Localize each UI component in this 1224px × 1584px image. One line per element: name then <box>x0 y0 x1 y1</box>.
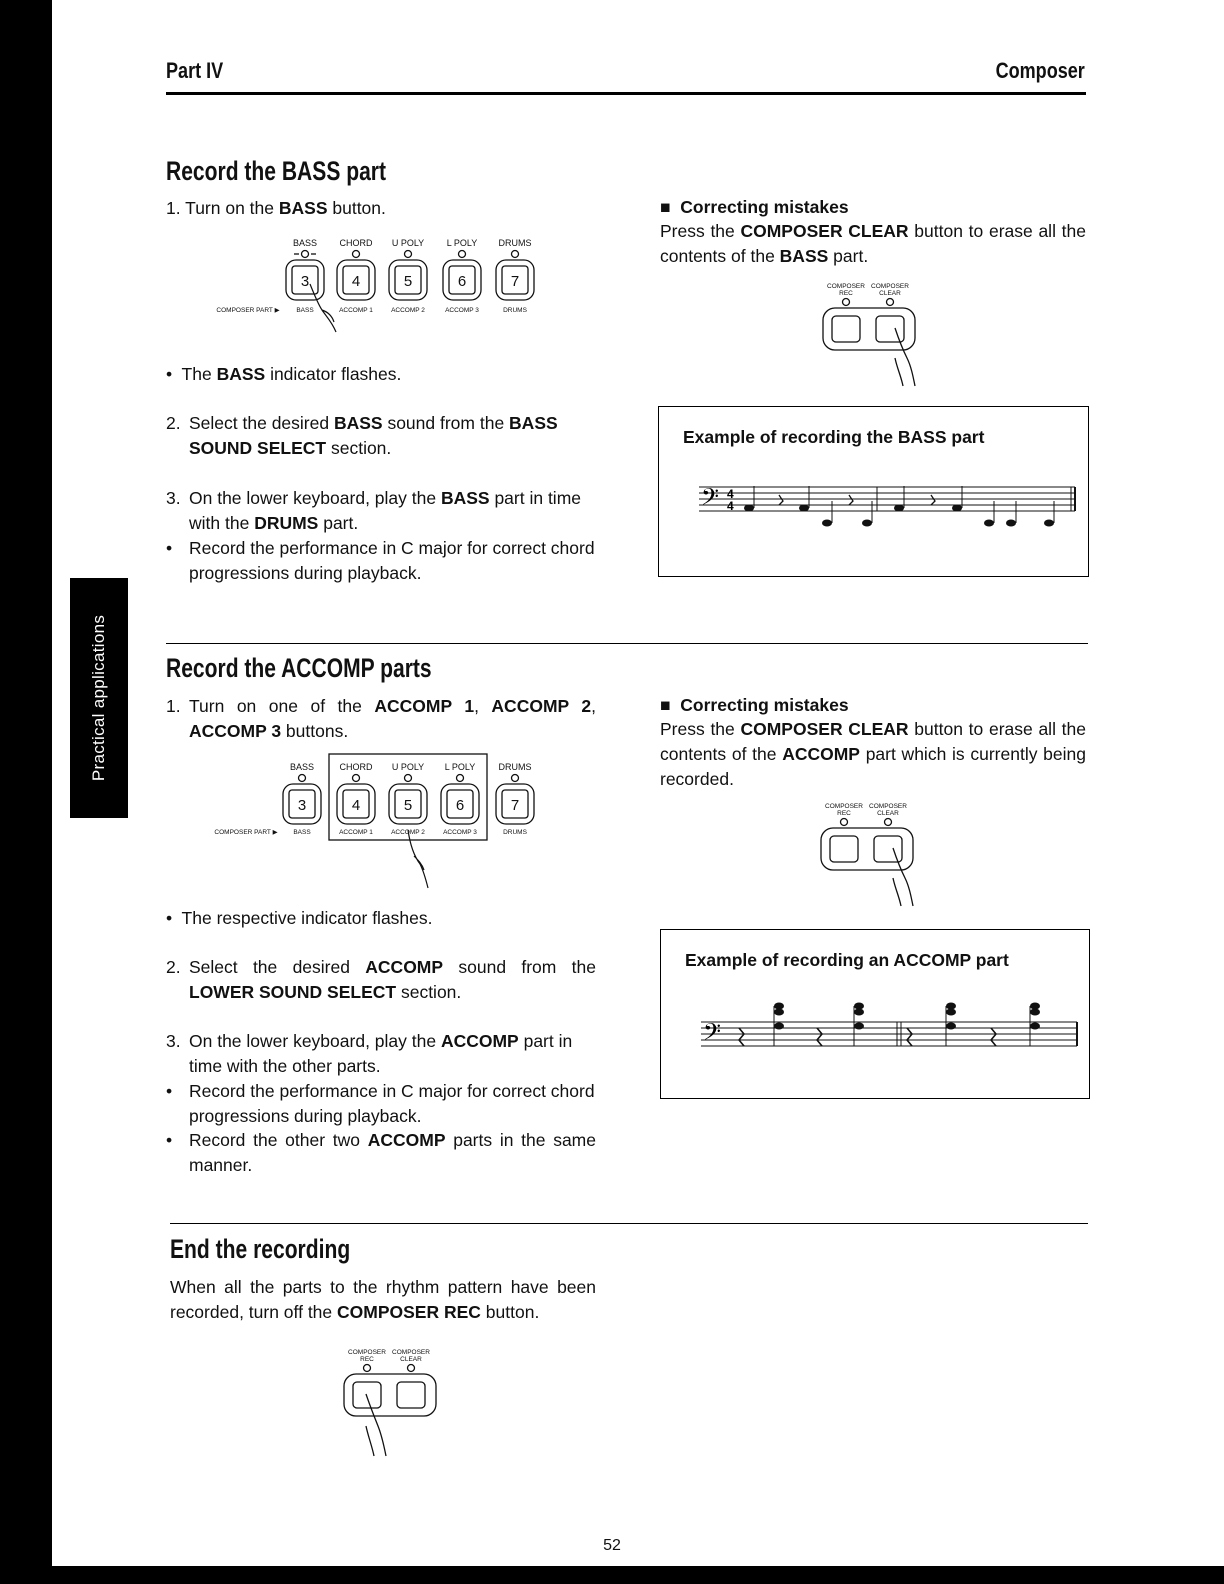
svg-text:ACCOMP 2: ACCOMP 2 <box>391 829 425 836</box>
page-number: 52 <box>603 1537 621 1554</box>
svg-text:REC: REC <box>837 810 851 817</box>
bass-step-2: 2. Select the desired BASS sound from the BASS SOUND SELECT section. <box>166 413 558 458</box>
accomp-bullet-flash: • The respective indicator flashes. <box>166 908 433 928</box>
section-divider-2 <box>170 1223 1088 1224</box>
page-frame-left <box>0 0 52 1584</box>
side-tab <box>70 578 128 818</box>
part-buttons-diagram-accomp <box>210 752 550 892</box>
svg-text:CHORD: CHORD <box>339 762 373 772</box>
svg-text:4[interactable]: 4 <box>351 797 361 814</box>
bass-step-1: 1. Turn on the BASS button. <box>166 198 386 218</box>
section-title-accomp: Record the ACCOMP parts <box>166 653 432 683</box>
accomp-bullet-other: • Record the other two ACCOMP parts in the same manner. <box>166 1130 596 1175</box>
svg-text:REC: REC <box>360 1356 374 1363</box>
composer-rec-button[interactable] <box>830 836 858 862</box>
panel-label-bass: BASS <box>292 238 318 248</box>
svg-text:U POLY: U POLY <box>391 762 425 772</box>
end-text: When all the parts to the rhythm pattern have been recorded, turn off the COMPOSER REC button. <box>170 1277 596 1322</box>
bass-clef-icon: 𝄢 <box>701 484 720 515</box>
svg-text:COMPOSER: COMPOSER <box>871 283 909 290</box>
svg-text:COMPOSER: COMPOSER <box>869 803 907 810</box>
hand-icon <box>408 830 428 888</box>
panel-label-lpoly: L POLY <box>446 238 478 248</box>
svg-text:ACCOMP 1: ACCOMP 1 <box>339 829 373 836</box>
composer-buttons-diagram-3 <box>330 1346 440 1461</box>
bass-bullet-record: • Record the performance in C major for correct chord progressions during playback. <box>166 538 595 583</box>
example-box-bass <box>658 406 1089 577</box>
svg-text:COMPOSER PART ▶: COMPOSER PART ▶ <box>214 829 278 836</box>
svg-text:ACCOMP 3: ACCOMP 3 <box>445 307 479 314</box>
bass-staff <box>699 481 1079 541</box>
svg-text:4: 4 <box>727 499 734 513</box>
composer-clear-button[interactable] <box>397 1382 425 1408</box>
bass-bullet-flash: • The BASS indicator flashes. <box>166 364 402 384</box>
accomp-step-1: 1. Turn on one of the ACCOMP 1, ACCOMP 2, ACCOMP 3 buttons. <box>166 696 596 741</box>
svg-text:CLEAR: CLEAR <box>879 290 901 297</box>
section-divider-1 <box>166 643 1088 644</box>
svg-text:REC: REC <box>839 290 853 297</box>
svg-text:L POLY: L POLY <box>444 762 476 772</box>
panel-label-upoly: U POLY <box>391 238 425 248</box>
accomp-step-2: 2. Select the desired ACCOMP sound from the LOWER SOUND SELECT section. <box>166 957 596 1002</box>
bass-step-3: 3. On the lower keyboard, play the BASS part in time with the DRUMS part. <box>166 488 582 533</box>
panel-label-chord: CHORD <box>339 238 373 248</box>
header-chapter: Composer <box>995 58 1085 83</box>
composer-buttons-diagram-1 <box>815 280 925 390</box>
composer-part-label: COMPOSER PART ▶ <box>216 307 280 314</box>
svg-text:CLEAR: CLEAR <box>877 810 899 817</box>
section-title-end: End the recording <box>170 1234 351 1264</box>
svg-text:ACCOMP 2: ACCOMP 2 <box>391 307 425 314</box>
bass-clef-icon: 𝄢 <box>703 1019 722 1050</box>
hand-icon <box>366 1394 386 1456</box>
panel-button-5[interactable]: 5 <box>403 273 413 290</box>
svg-text:ACCOMP 3: ACCOMP 3 <box>443 829 477 836</box>
svg-text:7[interactable]: 7 <box>510 797 520 814</box>
svg-text:6[interactable]: 6 <box>455 797 465 814</box>
page-frame-bottom <box>0 1566 1224 1584</box>
composer-rec-button[interactable] <box>832 316 860 342</box>
example-box-accomp <box>660 929 1090 1099</box>
svg-text:BASS: BASS <box>289 762 315 772</box>
accomp-bullet-record: • Record the performance in C major for correct chord progressions during playback. <box>166 1081 595 1126</box>
svg-text:BASS: BASS <box>293 829 311 836</box>
svg-text:COMPOSER: COMPOSER <box>348 1349 386 1356</box>
svg-text:COMPOSER: COMPOSER <box>827 283 865 290</box>
svg-text:CLEAR: CLEAR <box>400 1356 422 1363</box>
header-part: Part IV <box>166 58 224 83</box>
composer-clear-button[interactable] <box>874 836 902 862</box>
panel-button-4[interactable]: 4 <box>351 273 361 290</box>
accomp-correcting-text: Press the COMPOSER CLEAR button to erase all the contents of the ACCOMP part which is currently being recorded. <box>660 719 1086 789</box>
composer-buttons-diagram-2 <box>813 800 923 910</box>
bass-correcting-heading: ■ Correcting mistakes <box>660 197 849 217</box>
svg-text:4: 4 <box>727 487 734 501</box>
accomp-staff <box>701 998 1081 1068</box>
hand-icon <box>893 848 913 906</box>
side-tab-label: Practical applications <box>89 614 108 782</box>
hand-icon <box>310 284 336 332</box>
svg-text:DRUMS: DRUMS <box>498 762 532 772</box>
svg-text:DRUMS: DRUMS <box>503 829 527 836</box>
section-title-bass: Record the BASS part <box>166 156 387 186</box>
svg-text:BASS: BASS <box>296 307 314 314</box>
svg-text:3[interactable]: 3 <box>297 797 307 814</box>
hand-icon <box>895 328 915 386</box>
panel-button-7[interactable]: 7 <box>510 273 520 290</box>
panel-button-6[interactable]: 6 <box>457 273 467 290</box>
svg-text:5[interactable]: 5 <box>403 797 413 814</box>
example-title-bass: Example of recording the BASS part <box>683 427 985 447</box>
part-buttons-diagram-bass <box>210 232 550 342</box>
accomp-step-3: 3. On the lower keyboard, play the ACCOMP part in time with the other parts. <box>166 1031 573 1076</box>
svg-text:COMPOSER: COMPOSER <box>825 803 863 810</box>
panel-label-drums: DRUMS <box>498 238 532 248</box>
bass-correcting-text: Press the COMPOSER CLEAR button to erase all the contents of the BASS part. <box>660 221 1086 266</box>
panel-button-3[interactable]: 3 <box>300 273 310 290</box>
svg-text:COMPOSER: COMPOSER <box>392 1349 430 1356</box>
svg-text:DRUMS: DRUMS <box>503 307 527 314</box>
example-title-accomp: Example of recording an ACCOMP part <box>685 950 1009 970</box>
header-rule <box>166 92 1086 95</box>
accomp-correcting-heading: ■ Correcting mistakes <box>660 695 849 715</box>
svg-text:ACCOMP 1: ACCOMP 1 <box>339 307 373 314</box>
composer-clear-button[interactable] <box>876 316 904 342</box>
